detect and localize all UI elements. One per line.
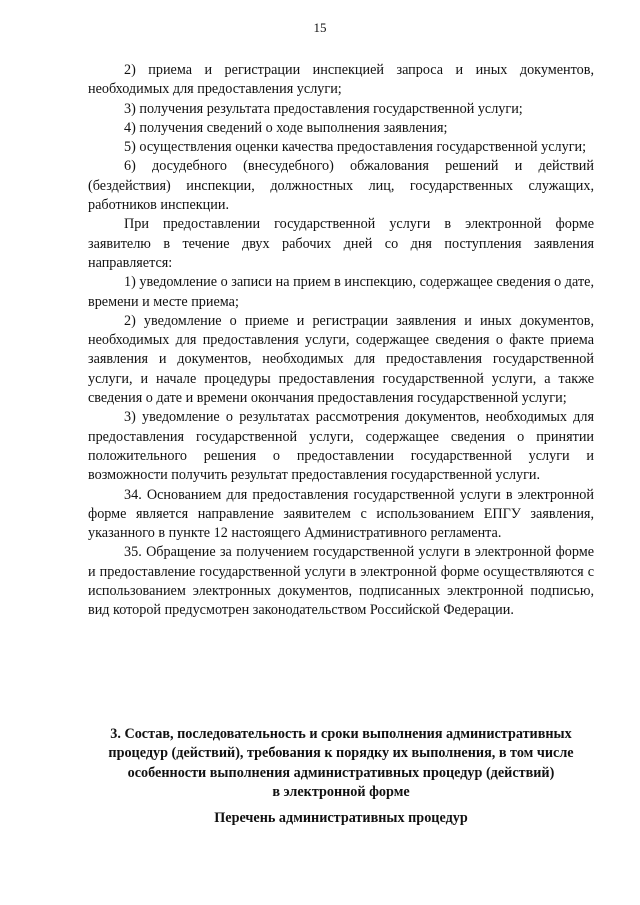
section-heading-line: в электронной форме <box>272 783 410 800</box>
body-text <box>88 61 594 621</box>
paragraph-item-5-quality: 5) осуществления оценки качества предоставления государственной услуги; <box>124 139 587 156</box>
page-number: 15 <box>313 20 327 35</box>
paragraph-item-6-appeal: 6) досудебного (внесудебного) обжалования решений и действий (бездействия) инспекции, должностных лиц, государственных служащих, работников инспекции. <box>88 158 594 214</box>
section-heading <box>88 725 594 802</box>
section-heading-line: особенности выполнения административных процедур (действий) <box>127 764 555 781</box>
paragraph-item-2-registration: 2) приема и регистрации инспекцией запроса и иных документов, необходимых для предоставления услуги; <box>88 62 594 98</box>
paragraph-notice-1-appointment: 1) уведомление о записи на прием в инспекцию, содержащее сведения о дате, времени и месте приема; <box>88 274 594 310</box>
paragraph-item-4-status: 4) получения сведений о ходе выполнения заявления; <box>124 119 448 136</box>
section-heading-line: 3. Состав, последовательность и сроки выполнения административных <box>110 726 572 742</box>
paragraph-item-3-result: 3) получения результата предоставления государственной услуги; <box>124 100 523 117</box>
sub-heading: Перечень административных процедур <box>214 810 468 826</box>
section-heading-line: процедур (действий), требования к порядку их выполнения, в том числе <box>108 745 574 762</box>
paragraph-electronic-notice-intro: При предоставлении государственной услуги в электронной форме заявителю в течение двух рабочих дней со дня поступления заявления направляется: <box>88 216 594 271</box>
paragraph-notice-3-review: 3) уведомление о результатах рассмотрения документов, необходимых для предоставления государственной услуги, содержащее сведения о принятии положительного решения о предоставлении государственной услуги и возможности получить результат предоставления государственной услуги. <box>88 409 594 484</box>
paragraph-clause-34: 34. Основанием для предоставления государственной услуги в электронной форме является направление заявителем с использованием ЕПГУ заявления, указанного в пункте 12 настоящего Административного регламента. <box>88 486 594 542</box>
paragraph-clause-35: 35. Обращение за получением государственной услуги в электронной форме и предоставление государственной услуги в электронной форме осуществляются с использованием электронных документов, подписанных электронной подписью, вид которой предусмотрен законодательством Российской Федерации. <box>88 544 594 619</box>
paragraph-notice-2-receipt: 2) уведомление о приеме и регистрации заявления и иных документов, необходимых для предоставления услуги, содержащее сведения о факте приема заявления и документов, необходимых для предоставления государственной услуги, и начале процедуры предоставления государственной услуги, а также сведения о дате и времени окончания предоставления государственной услуги; <box>88 312 594 407</box>
